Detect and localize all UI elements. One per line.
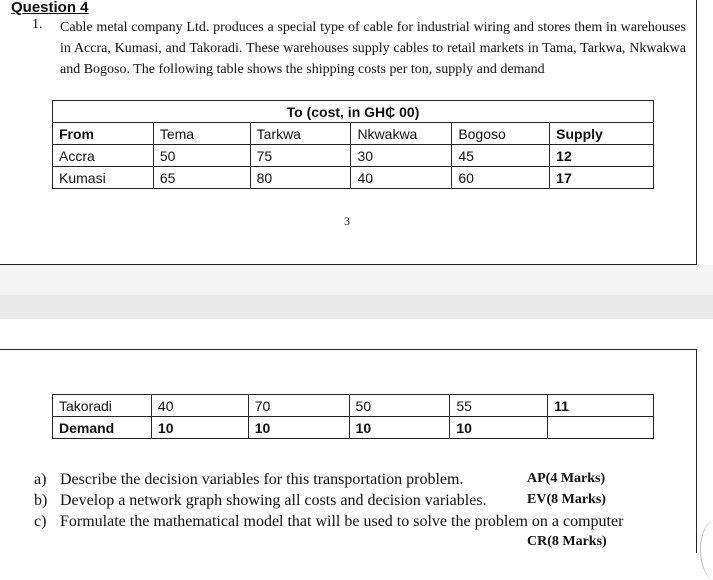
cell: 30 xyxy=(351,145,452,167)
part-c-text: Formulate the mathematical model that will be used to solve the problem on a computer xyxy=(60,513,624,530)
table-row xyxy=(53,395,654,417)
page-curl xyxy=(700,520,713,580)
cell-demand: 10 xyxy=(248,417,349,439)
page-gap xyxy=(0,265,713,295)
cell-empty xyxy=(548,417,654,439)
cell: 50 xyxy=(153,145,250,167)
header-bogoso: Bogoso xyxy=(452,123,550,145)
question-number: 1. xyxy=(32,17,43,32)
cell: 40 xyxy=(151,395,248,417)
table-header-row xyxy=(53,123,654,145)
table-row xyxy=(53,167,654,189)
cell: 50 xyxy=(349,395,450,417)
table-caption: To (cost, in GH₵ 00) xyxy=(53,101,654,123)
table-row xyxy=(53,417,654,439)
cell: 75 xyxy=(250,145,351,167)
cell-demand: 10 xyxy=(450,417,548,439)
part-b-label: b) xyxy=(34,492,48,509)
question-title: Question 4 xyxy=(11,0,89,16)
cell-supply: 11 xyxy=(548,395,654,417)
cell: 65 xyxy=(153,167,250,189)
header-nkwakwa: Nkwakwa xyxy=(351,123,452,145)
part-a-text: Describe the decision variables for this transportation problem. xyxy=(60,471,464,488)
part-a-label: a) xyxy=(34,471,47,488)
header-from: From xyxy=(53,123,154,145)
page-number: 3 xyxy=(344,214,350,228)
row-accra-label: Accra xyxy=(53,145,154,167)
page-separator xyxy=(0,295,713,319)
part-b-marks: EV(8 Marks) xyxy=(527,492,606,507)
part-c-label: c) xyxy=(34,513,47,530)
row-takoradi-label: Takoradi xyxy=(53,395,152,417)
cell-demand: 10 xyxy=(151,417,248,439)
row-demand-label: Demand xyxy=(53,417,152,439)
cell: 60 xyxy=(452,167,550,189)
part-c-marks: CR(8 Marks) xyxy=(527,534,607,549)
cell: 40 xyxy=(351,167,452,189)
cell: 80 xyxy=(250,167,351,189)
cost-table xyxy=(52,100,654,189)
table-row xyxy=(53,145,654,167)
header-tarkwa: Tarkwa xyxy=(250,123,351,145)
part-b-text: Develop a network graph showing all costs and decision variables. xyxy=(60,492,487,509)
row-kumasi-label: Kumasi xyxy=(53,167,154,189)
header-tema: Tema xyxy=(153,123,250,145)
table-caption-row xyxy=(53,101,654,123)
cell: 45 xyxy=(452,145,550,167)
part-a-marks: AP(4 Marks) xyxy=(527,471,606,486)
cell-supply: 12 xyxy=(550,145,654,167)
question-text: Cable metal company Ltd. produces a special type of cable for industrial wiring and stores them in warehouses in Accra, Kumasi, and Takoradi. These warehouses supply cables to retail markets in Tama, Tarkwa, Nkwakwa and Bogoso. The following table shows the shipping costs per ton, supply and demand xyxy=(60,20,686,77)
cell: 70 xyxy=(248,395,349,417)
cell: 55 xyxy=(450,395,548,417)
cell-supply: 17 xyxy=(550,167,654,189)
page-3 xyxy=(0,0,697,265)
cell-demand: 10 xyxy=(349,417,450,439)
header-supply: Supply xyxy=(550,123,654,145)
cost-table-continued xyxy=(52,394,654,439)
